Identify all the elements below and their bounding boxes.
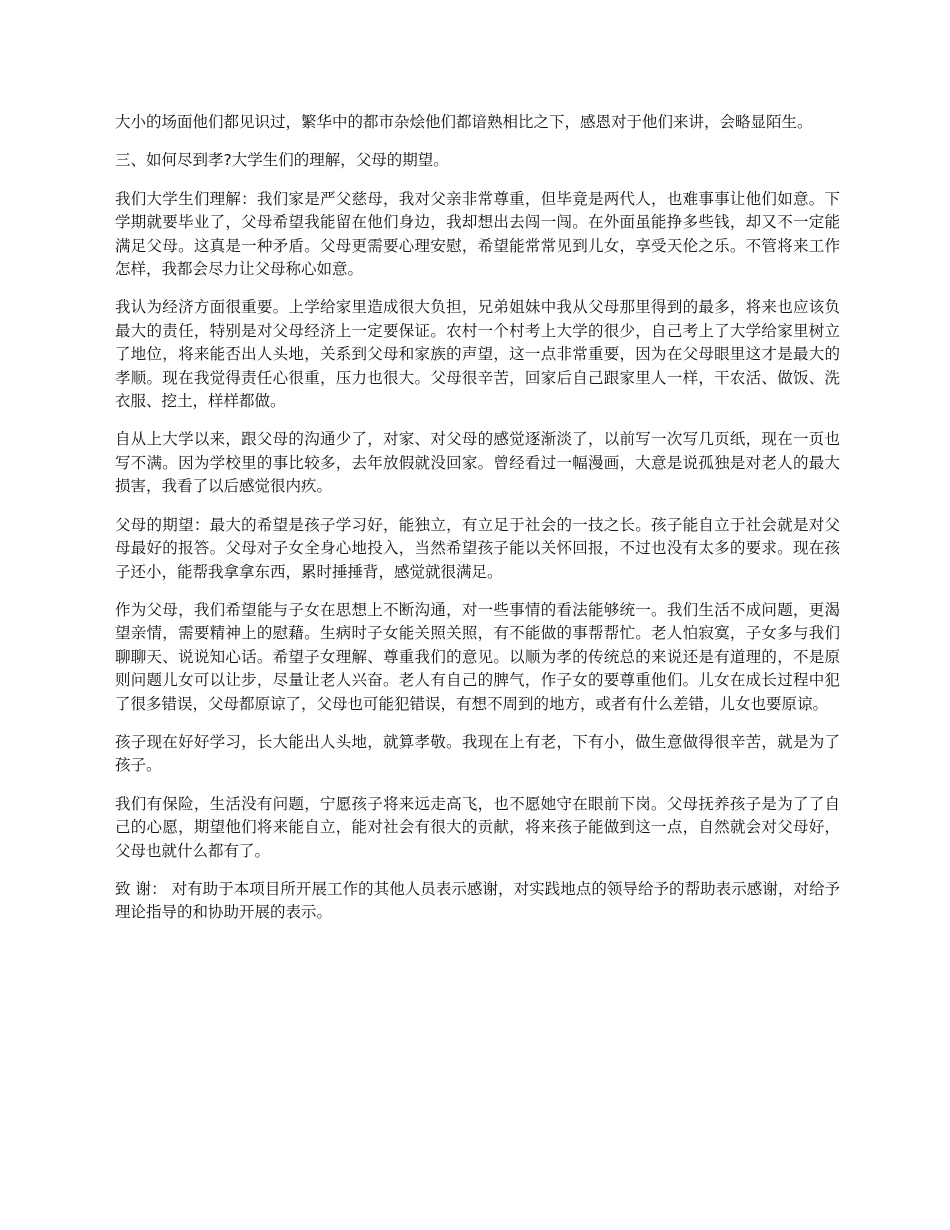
paragraph-economic-aspect: 我认为经济方面很重要。上学给家里造成很大负担，兄弟姐妹中我从父母那里得到的最多，将来也应该负最大的责任，特别是对父母经济上一定要保证。农村一个村考上大学的很少，自己考上了大学给家里树立了地位，将来能否出人头地，关系到父母和家族的声望，这一点非常重要，因为在父母眼里这才是最大的孝顺。现在我觉得责任心很重，压力也很大。父母很辛苦，回家后自己跟家里人一样，干农活、做饭、洗衣服、挖土，样样都做。 — [115, 298, 840, 411]
paragraph-intro-continuation: 大小的场面他们都见识过，繁华中的都市杂烩他们都谙熟相比之下，感恩对于他们来讲，会略显陌生。 — [115, 113, 813, 131]
document-body — [115, 111, 840, 940]
paragraph-student-understanding: 我们大学生们理解：我们家是严父慈母，我对父亲非常尊重，但毕竟是两代人，也难事事让他们如意。下学期就要毕业了，父母希望我能留在他们身边，我却想出去闯一闯。在外面虽能挣多些钱，却又不一定能满足父母。这真是一种矛盾。父母更需要心理安慰，希望能常常见到儿女，享受天伦之乐。不管将来工作怎样，我都会尽力让父母称心如意。 — [115, 189, 840, 279]
paragraph-communication: 自从上大学以来，跟父母的沟通少了，对家、对父母的感觉逐渐淡了，以前写一次写几页纸，现在一页也写不满。因为学校里的事比较多，去年放假就没回家。曾经看过一幅漫画，大意是说孤独是对老人的最大损害，我看了以后感觉很内疚。 — [115, 430, 840, 496]
paragraph-as-parents: 作为父母，我们希望能与子女在思想上不断沟通，对一些事情的看法能够统一。我们生活不成问题，更渴望亲情，需要精神上的慰藉。生病时子女能关照关照，有不能做的事帮帮忙。老人怕寂寞，子女多与我们聊聊天、说说知心话。希望子女理解、尊重我们的意见。以顺为孝的传统总的来说还是有道理的，不是原则问题儿女可以让步，尽量让老人兴奋。老人有自己的脾气，作子女的要尊重他们。儿女在成长过程中犯了很多错误，父母都原谅了，父母也可能犯错误，有想不周到的地方，或者有什么差错，儿女也要原谅。 — [115, 600, 840, 713]
paragraph-parents-expectation: 父母的期望：最大的希望是孩子学习好，能独立，有立足于社会的一技之长。孩子能自立于社会就是对父母最好的报答。父母对子女全身心地投入，当然希望孩子能以关怀回报，不过也没有太多的要求。现在孩子还小，能帮我拿拿东西，累时捶捶背，感觉就很满足。 — [115, 515, 840, 581]
paragraph-insurance: 我们有保险，生活没有问题，宁愿孩子将来远走高飞，也不愿她守在眼前下岗。父母抚养孩子是为了了自己的心愿，期望他们将来能自立，能对社会有很大的贡献，将来孩子能做到这一点，自然就会对父母好，父母也就什么都有了。 — [115, 794, 840, 860]
paragraph-children-study: 孩子现在好好学习，长大能出人头地，就算孝敬。我现在上有老，下有小，做生意做得很辛苦，就是为了孩子。 — [115, 732, 840, 775]
section-heading: 三、如何尽到孝?大学生们的理解，父母的期望。 — [115, 151, 449, 170]
paragraph-acknowledgements: 致 谢： 对有助于本项目所开展工作的其他人员表示感谢，对实践地点的领导给予的帮助表示感谢，对给予理论指导的和协助开展的表示。 — [115, 879, 840, 922]
